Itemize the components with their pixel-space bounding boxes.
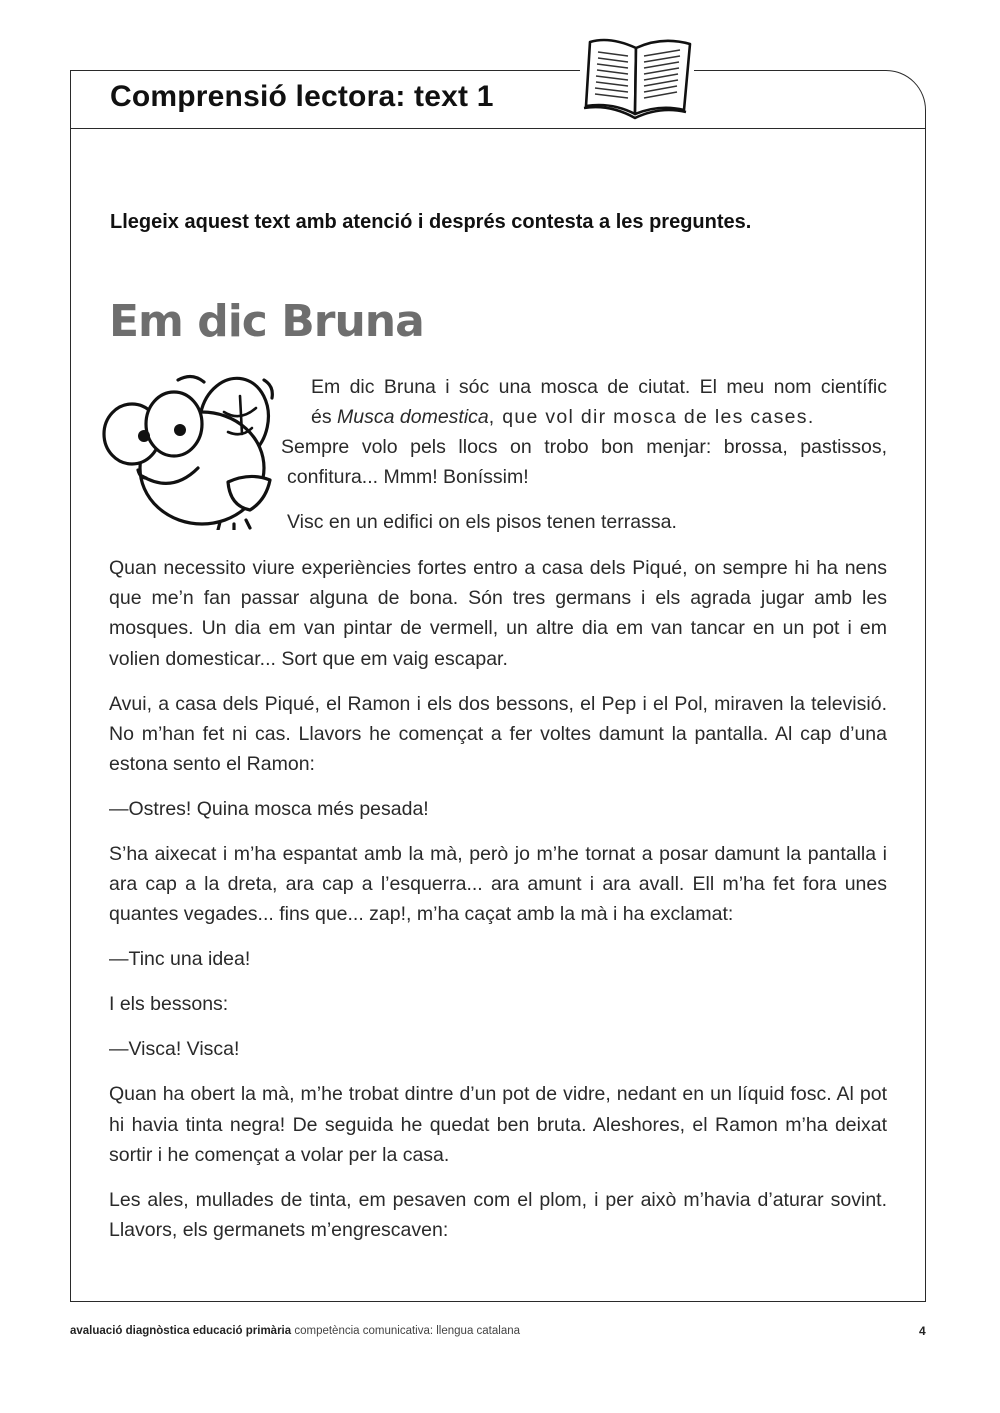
footer-subject: competència comunicativa: llengua catalana (294, 1325, 521, 1337)
open-book-icon (580, 34, 694, 124)
intro-line-4: confitura... Mmm! Boníssim! (287, 466, 529, 488)
intro-line-2 (311, 402, 887, 432)
story-paragraph: —Ostres! Quina mosca més pesada! (109, 798, 429, 821)
story-title: Em dic Bruna (109, 296, 424, 347)
header-divider (70, 128, 926, 129)
intro-line-2-start (311, 402, 815, 432)
footer-series: avaluació diagnòstica educació primària (70, 1325, 292, 1337)
story-paragraph: Les ales, mullades de tinta, em pesaven com el plom, i per això m’havia d’aturar sovint. Llavors, els germanets m’engrescaven: (109, 1188, 887, 1242)
page-number: 4 (919, 1324, 926, 1338)
story-paragraph: —Visca! Visca! (109, 1038, 240, 1061)
story-paragraph: I els bessons: (109, 993, 229, 1016)
intro-line-5: Visc en un edifici on els pisos tenen terrassa. (287, 511, 677, 533)
intro-line-1: Em dic Bruna i sóc una mosca de ciutat. El meu nom científic (311, 376, 887, 398)
intro-line-2-rest: , que vol dir mosca de les cases. (488, 406, 815, 428)
scientific-name: Musca domestica (337, 406, 489, 428)
story-paragraph: S’ha aixecat i m’ha espantat amb la mà, però jo m’he tornat a posar damunt la pantalla i ara cap a la dreta, ara cap a l’esquerra... ara amunt i ara avall. Ell m’ha fet fora unes quantes vegades... fins que... zap!, m’ha caçat amb la mà i ha exclamat: (109, 843, 887, 926)
footer-caption (70, 1325, 520, 1337)
reading-instruction: Llegeix aquest text amb atenció i després contesta a les preguntes. (110, 211, 752, 233)
story-paragraph: Quan necessito viure experiències fortes entro a casa dels Piqué, on sempre hi ha nens que me’n fan passar alguna de bona. Són tres germans i els agrada jugar amb les mosques. Un dia em van pintar de vermell, un altre dia em van tancar en un pot i em volien domesticar... Sort que em vaig escapar. (109, 557, 887, 670)
fly-cartoon-icon (100, 372, 276, 530)
story-body (109, 553, 887, 1260)
page-title: Comprensió lectora: text 1 (110, 80, 494, 113)
intro-line-3: Sempre volo pels llocs on trobo bon menjar: brossa, pastissos, (281, 436, 887, 458)
story-paragraph: Quan ha obert la mà, m’he trobat dintre d’un pot de vidre, nedant en un líquid fosc. Al pot hi havia tinta negra! De seguida he quedat ben bruta. Aleshores, el Ramon m’ha deixat sortir i he començat a volar per la casa. (109, 1083, 887, 1166)
story-paragraph: Avui, a casa dels Piqué, el Ramon i els dos bessons, el Pep i el Pol, miraven la televisió. No m’han fet ni cas. Llavors he començat a fer voltes damunt la pantalla. Al cap d’una estona sento el Ramon: (109, 692, 887, 776)
story-paragraph: —Tinc una idea! (109, 948, 251, 971)
intro-word-es: és (311, 406, 332, 428)
